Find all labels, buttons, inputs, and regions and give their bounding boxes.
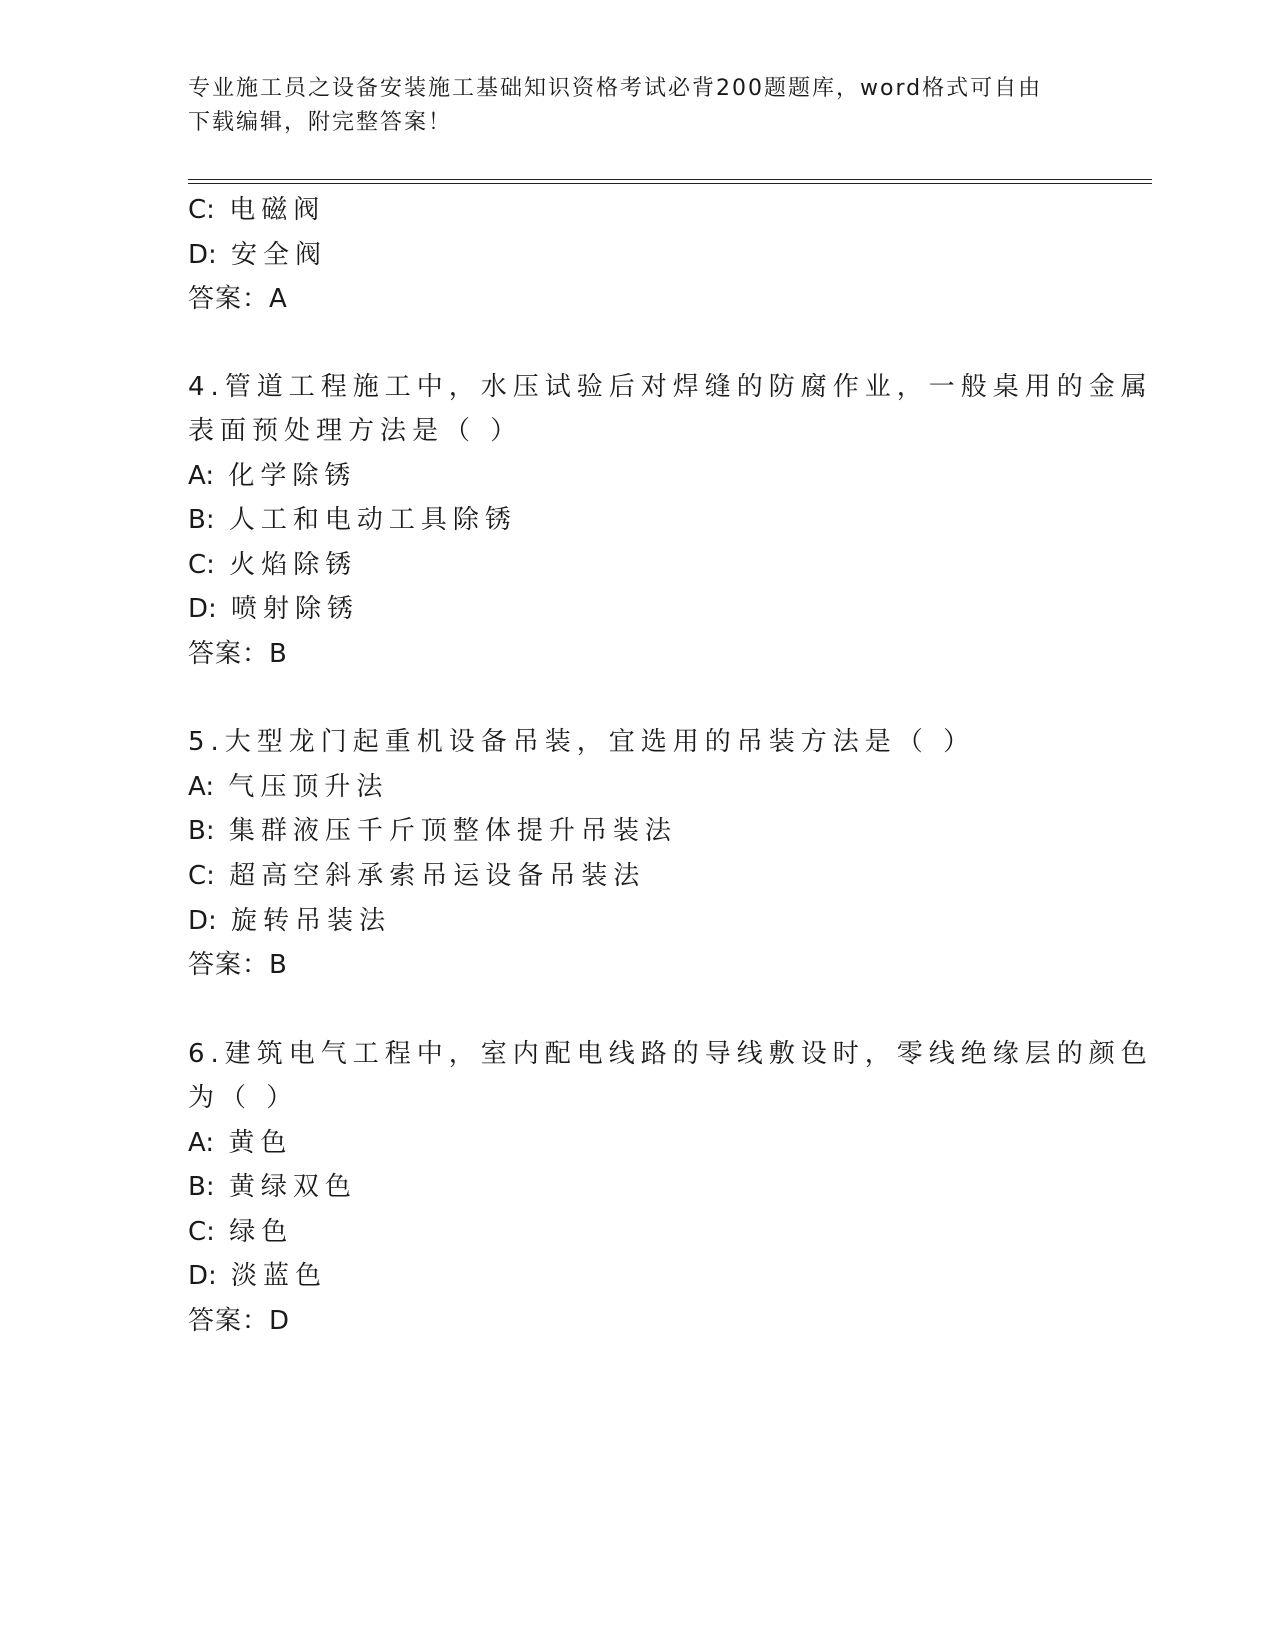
header-divider-bottom [188, 183, 1152, 184]
q5-option-c: C: 超高空斜承索吊运设备吊装法 [188, 861, 646, 891]
q6-stem-line-2: 为（ ） [188, 1083, 299, 1113]
q6-option-d: D: 淡蓝色 [188, 1261, 328, 1291]
header-divider-top [188, 179, 1152, 180]
q4-stem-line-1: 4.管道工程施工中，水压试验后对焊缝的防腐作业，一般桌用的金属 [188, 372, 1153, 402]
q4-option-c: C: 火焰除锈 [188, 550, 358, 580]
q3-answer: 答案：A [188, 284, 288, 314]
q4-stem-line-2: 表面预处理方法是（ ） [188, 416, 523, 446]
q6-stem-line-1: 6.建筑电气工程中，室内配电线路的导线敷设时，零线绝缘层的颜色 [188, 1039, 1153, 1069]
q4-answer: 答案：B [188, 639, 288, 669]
q3-option-d: D: 安全阀 [188, 240, 328, 270]
q5-stem-line-1: 5.大型龙门起重机设备吊装，宜选用的吊装方法是（ ） [188, 727, 976, 757]
q5-option-a: A: 气压顶升法 [188, 772, 389, 802]
header-line-1: 专业施工员之设备安装施工基础知识资格考试必背200题题库，word格式可自由 [188, 76, 1043, 101]
q5-answer: 答案：B [188, 950, 288, 980]
q5-option-d: D: 旋转吊装法 [188, 906, 392, 936]
q5-option-b: B: 集群液压千斤顶整体提升吊装法 [188, 816, 677, 846]
q4-option-a: A: 化学除锈 [188, 461, 357, 491]
header-line-2: 下载编辑，附完整答案！ [188, 110, 453, 135]
document-header [188, 72, 1088, 140]
q3-option-c: C: 电磁阀 [188, 195, 326, 225]
q4-option-d: D: 喷射除锈 [188, 594, 360, 624]
q6-option-b: B: 黄绿双色 [188, 1172, 357, 1202]
q6-option-c: C: 绿色 [188, 1217, 294, 1247]
q6-answer: 答案：D [188, 1306, 291, 1336]
q4-option-b: B: 人工和电动工具除锈 [188, 505, 517, 535]
q6-option-a: A: 黄色 [188, 1128, 293, 1158]
